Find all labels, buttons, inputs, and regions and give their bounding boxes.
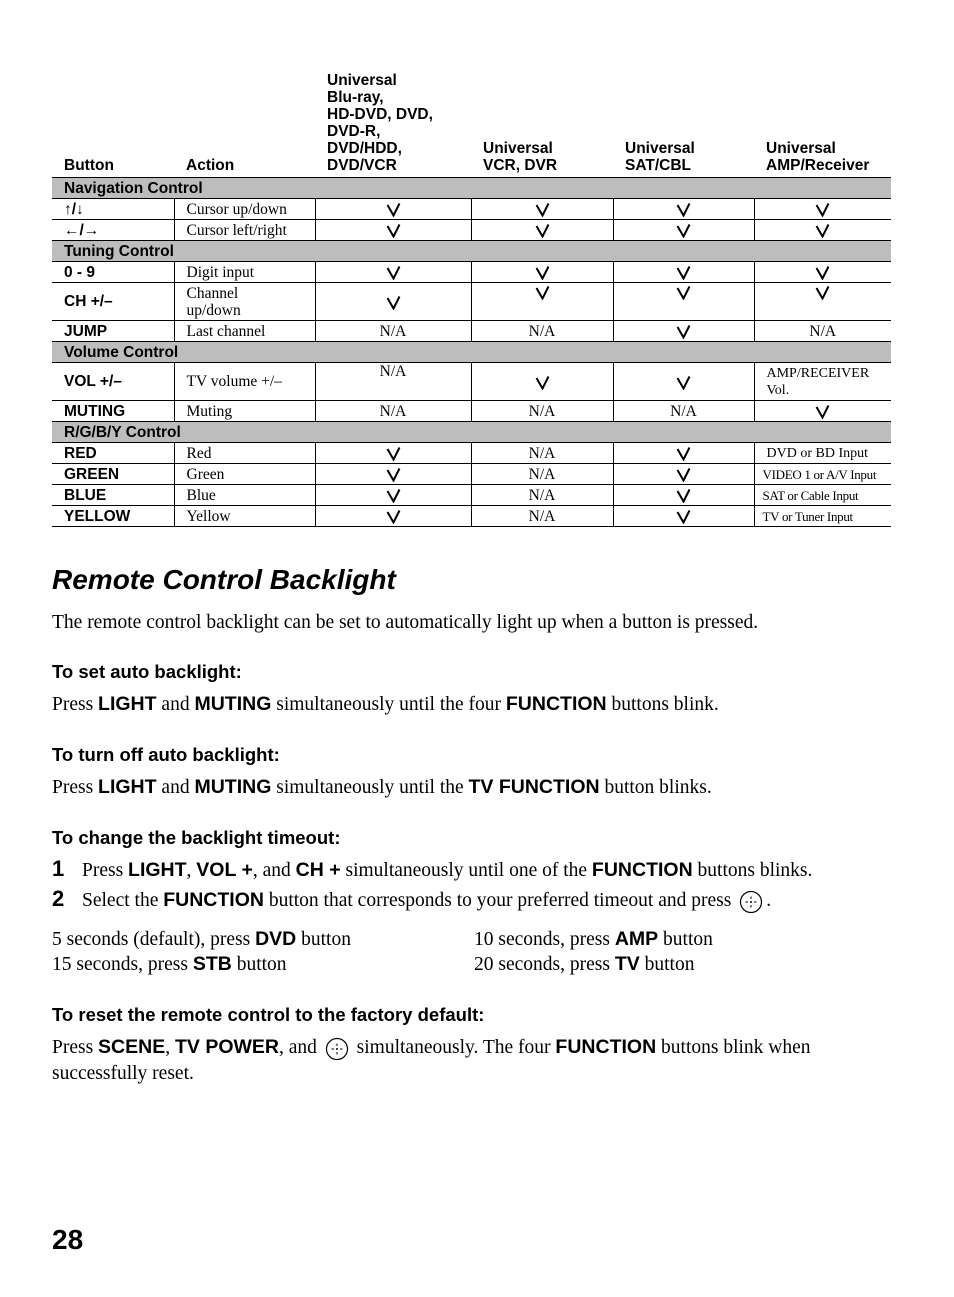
check-mark-icon	[535, 375, 550, 390]
na-cell: N/A	[315, 321, 471, 342]
intro-paragraph: The remote control backlight can be set to automatically light up when a button is pressed.	[52, 612, 759, 633]
table-row	[52, 220, 891, 241]
section-row	[52, 178, 891, 199]
header-amp: Universal AMP/Receiver	[766, 140, 870, 174]
check-mark-icon	[386, 509, 401, 524]
check-mark-icon	[535, 202, 550, 217]
header-action: Action	[186, 157, 235, 174]
action-cell: Cursor left/right	[174, 220, 315, 241]
section-rgby: R/G/B/Y Control	[52, 422, 891, 443]
amp-keyword: AMP	[614, 928, 659, 950]
button-cell: ←/→	[52, 220, 174, 241]
check-mark-icon	[815, 223, 830, 238]
vol-plus-keyword: VOL +	[196, 859, 253, 881]
tv-function-keyword: TV FUNCTION	[468, 776, 600, 798]
compatibility-table	[52, 72, 891, 527]
check-mark-icon	[386, 488, 401, 503]
function-keyword: FUNCTION	[555, 1036, 657, 1058]
muting-keyword: MUTING	[194, 693, 272, 715]
header-dvd: Universal Blu-ray, HD-DVD, DVD, DVD-R, DVD/HDD, DVD/VCR	[327, 72, 433, 174]
enter-button-icon	[325, 1037, 349, 1061]
table-row	[52, 262, 891, 283]
button-cell: JUMP	[52, 321, 174, 342]
section-navigation: Navigation Control	[52, 178, 891, 199]
dvd-keyword: DVD	[255, 928, 297, 950]
function-keyword: FUNCTION	[163, 889, 264, 911]
function-keyword: FUNCTION	[505, 693, 607, 715]
table-header-row	[52, 72, 891, 178]
muting-keyword: MUTING	[194, 776, 272, 798]
check-mark-icon	[535, 285, 550, 300]
check-mark-icon	[676, 488, 691, 503]
turn-off-title: To turn off auto backlight:	[52, 744, 280, 765]
timeout-option: 15 seconds, press STB button	[52, 953, 287, 975]
table-row	[52, 443, 891, 464]
action-cell: Digit input	[174, 262, 315, 283]
stb-keyword: STB	[192, 953, 232, 975]
button-cell: ↑/↓	[52, 199, 174, 220]
table-row	[52, 401, 891, 422]
page-number: 28	[52, 1224, 84, 1255]
header-sat: Universal SAT/CBL	[625, 140, 695, 174]
na-cell: N/A	[315, 363, 471, 401]
timeout-option: 5 seconds (default), press DVD button	[52, 928, 351, 950]
header-vcr: Universal VCR, DVR	[483, 140, 558, 174]
check-mark-icon	[386, 223, 401, 238]
section-row	[52, 241, 891, 262]
section-row	[52, 422, 891, 443]
amp-note-cell: AMP/RECEIVER Vol.	[754, 363, 891, 401]
light-keyword: LIGHT	[98, 693, 157, 715]
na-cell: N/A	[471, 506, 613, 527]
header-button: Button	[64, 157, 114, 174]
na-cell: N/A	[315, 401, 471, 422]
timeout-option: 20 seconds, press TV button	[474, 953, 695, 975]
action-cell: Cursor up/down	[174, 199, 315, 220]
action-cell: Green	[174, 464, 315, 485]
action-cell: Blue	[174, 485, 315, 506]
turn-off-paragraph: Press LIGHT and MUTING simultaneously until the TV FUNCTION button blinks.	[52, 776, 712, 798]
check-mark-icon	[386, 265, 401, 280]
scene-keyword: SCENE	[98, 1036, 166, 1058]
reset-title: To reset the remote control to the factory default:	[52, 1004, 485, 1025]
tv-keyword: TV	[614, 953, 640, 975]
check-mark-icon	[815, 404, 830, 419]
step-2-text: Select the FUNCTION button that corresponds to your preferred timeout and press .	[82, 888, 771, 914]
check-mark-icon	[535, 265, 550, 280]
amp-note-cell: DVD or BD Input	[754, 443, 891, 464]
button-cell: RED	[52, 443, 174, 464]
check-mark-icon	[676, 467, 691, 482]
check-mark-icon	[676, 223, 691, 238]
button-cell: GREEN	[52, 464, 174, 485]
check-mark-icon	[676, 202, 691, 217]
action-cell: Last channel	[174, 321, 315, 342]
action-cell: TV volume +/–	[174, 363, 315, 401]
check-mark-icon	[386, 202, 401, 217]
check-mark-icon	[676, 375, 691, 390]
table-row	[52, 363, 891, 401]
light-keyword: LIGHT	[98, 776, 157, 798]
check-mark-icon	[386, 446, 401, 461]
button-cell: BLUE	[52, 485, 174, 506]
button-cell: CH +/–	[52, 283, 174, 321]
table-row	[52, 199, 891, 220]
table-row	[52, 464, 891, 485]
button-cell: VOL +/–	[52, 363, 174, 401]
amp-note-cell: VIDEO 1 or A/V Input	[754, 464, 891, 485]
function-keyword: FUNCTION	[591, 859, 693, 881]
table-row	[52, 506, 891, 527]
check-mark-icon	[676, 324, 691, 339]
na-cell: N/A	[613, 401, 754, 422]
section-tuning: Tuning Control	[52, 241, 891, 262]
na-cell: N/A	[471, 321, 613, 342]
amp-note-cell: SAT or Cable Input	[754, 485, 891, 506]
check-mark-icon	[676, 446, 691, 461]
ch-plus-keyword: CH +	[295, 859, 341, 881]
check-mark-icon	[676, 265, 691, 280]
timeout-title: To change the backlight timeout:	[52, 827, 341, 848]
na-cell: N/A	[471, 464, 613, 485]
button-cell: YELLOW	[52, 506, 174, 527]
na-cell: N/A	[754, 321, 891, 342]
light-keyword: LIGHT	[128, 859, 187, 881]
step-1-number: 1	[52, 856, 65, 881]
button-cell: MUTING	[52, 401, 174, 422]
na-cell: N/A	[471, 443, 613, 464]
button-cell: 0 - 9	[52, 262, 174, 283]
timeout-option: 10 seconds, press AMP button	[474, 928, 713, 950]
check-mark-icon	[815, 265, 830, 280]
na-cell: N/A	[471, 401, 613, 422]
action-cell: Muting	[174, 401, 315, 422]
reset-paragraph: Press SCENE, TV POWER, and simultaneously. The four FUNCTION buttons blink when successfully reset.	[52, 1036, 811, 1084]
check-mark-icon	[386, 467, 401, 482]
action-cell: Red	[174, 443, 315, 464]
check-mark-icon	[386, 295, 401, 310]
enter-button-icon	[739, 890, 763, 914]
section-volume: Volume Control	[52, 342, 891, 363]
check-mark-icon	[815, 202, 830, 217]
table-row	[52, 283, 891, 321]
table-row	[52, 485, 891, 506]
section-row	[52, 342, 891, 363]
check-mark-icon	[815, 285, 830, 300]
section-heading: Remote Control Backlight	[52, 564, 396, 595]
table-row	[52, 321, 891, 342]
set-auto-title: To set auto backlight:	[52, 661, 242, 682]
tv-power-keyword: TV POWER	[174, 1036, 279, 1058]
check-mark-icon	[676, 509, 691, 524]
action-cell: Channel up/down	[174, 283, 315, 321]
action-cell: Yellow	[174, 506, 315, 527]
check-mark-icon	[535, 223, 550, 238]
set-auto-paragraph: Press LIGHT and MUTING simultaneously until the four FUNCTION buttons blink.	[52, 693, 719, 715]
step-1-text: Press LIGHT, VOL +, and CH + simultaneously until one of the FUNCTION buttons blinks.	[82, 859, 813, 881]
step-2-number: 2	[52, 886, 65, 911]
amp-note-cell: TV or Tuner Input	[754, 506, 891, 527]
check-mark-icon	[676, 285, 691, 300]
na-cell: N/A	[471, 485, 613, 506]
